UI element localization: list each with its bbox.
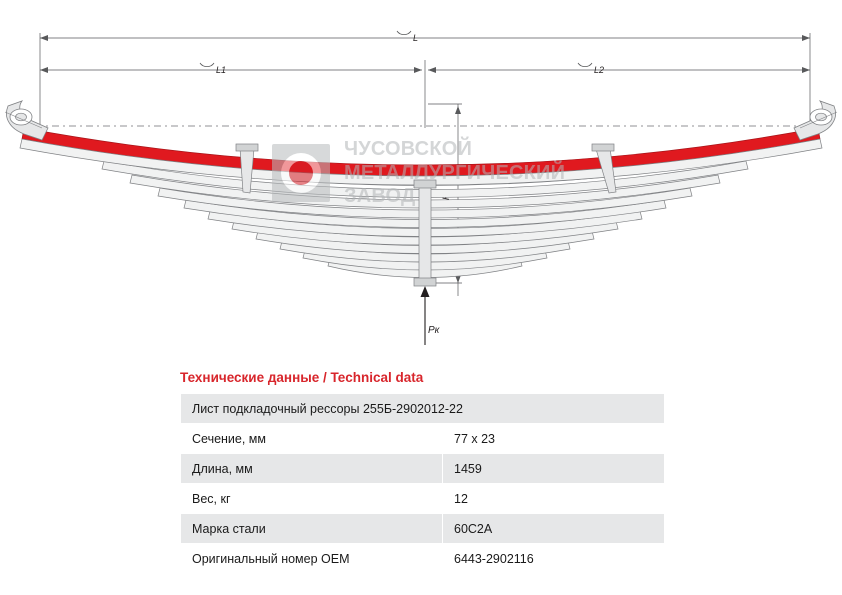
row-value: 1459	[443, 454, 665, 484]
row-value: 12	[443, 484, 665, 514]
label-total-length: L	[413, 33, 419, 43]
row-key: Марка стали	[181, 514, 443, 544]
table-row	[181, 394, 665, 424]
watermark-line-2: МЕТАЛЛУРГИЧЕСКИЙ	[344, 161, 566, 184]
tech-data-table	[180, 393, 665, 574]
product-name-cell: Лист подкладочный рессоры 255Б-2902012-22	[181, 394, 665, 424]
row-key: Длина, мм	[181, 454, 443, 484]
row-value: 6443-2902116	[443, 544, 665, 574]
table-row	[181, 514, 665, 544]
tech-data-title: Технические данные / Technical data	[180, 370, 424, 385]
watermark-line-1: ЧУСОВСКОЙ	[344, 138, 473, 160]
table-row	[181, 484, 665, 514]
dimension-arms	[40, 60, 810, 128]
load-force-indicator	[421, 286, 441, 345]
left-spring-eye	[5, 101, 48, 140]
table-row	[181, 544, 665, 574]
right-spring-eye	[794, 101, 837, 140]
row-key: Оригинальный номер ОЕМ	[181, 544, 443, 574]
row-key: Вес, кг	[181, 484, 443, 514]
row-value: 77 x 23	[443, 424, 665, 454]
label-right-arm: L2	[594, 65, 605, 75]
table-row	[181, 454, 665, 484]
table-row	[181, 424, 665, 454]
row-value: 60С2А	[443, 514, 665, 544]
label-load-force: Pк	[428, 325, 440, 336]
row-key: Сечение, мм	[181, 424, 443, 454]
label-left-arm: L1	[216, 65, 227, 75]
watermark-line-3: ЗАВОД	[344, 185, 416, 208]
